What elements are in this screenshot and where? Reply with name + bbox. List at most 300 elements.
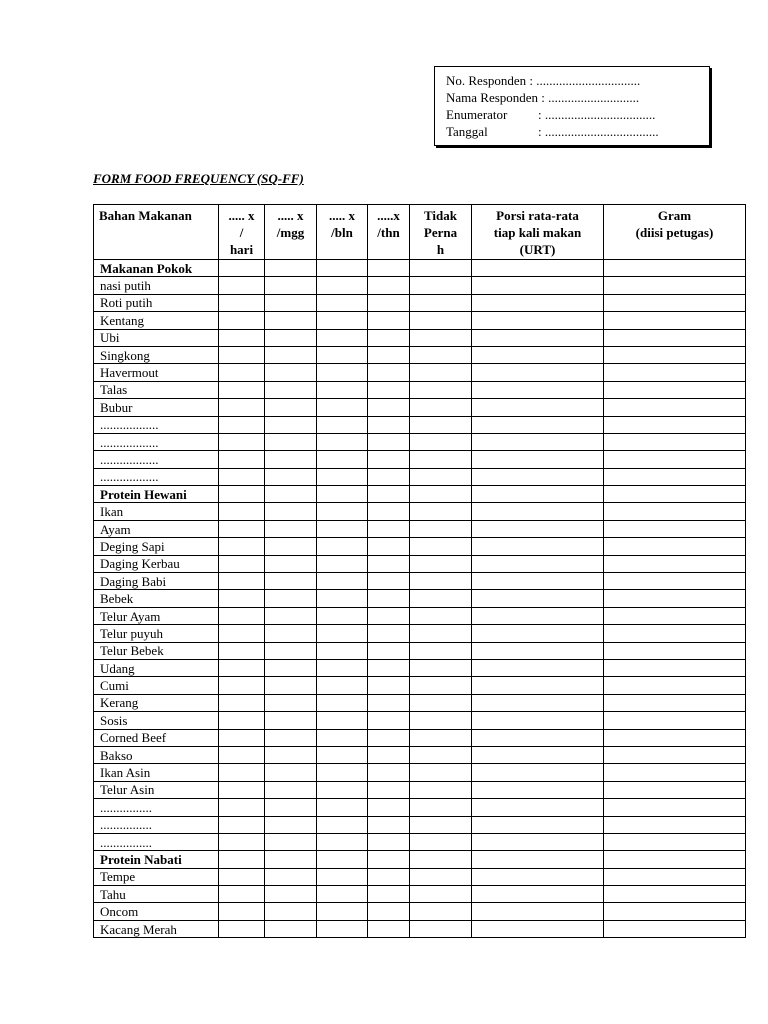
porsi-urt-cell[interactable] — [472, 851, 604, 868]
per-tahun-cell[interactable] — [368, 451, 410, 468]
gram-cell[interactable] — [604, 486, 746, 503]
per-bulan-cell[interactable] — [317, 903, 368, 920]
per-tahun-cell[interactable] — [368, 590, 410, 607]
per-tahun-cell[interactable] — [368, 486, 410, 503]
per-minggu-cell[interactable] — [265, 781, 317, 798]
tidak-pernah-cell[interactable] — [410, 346, 472, 363]
section-label: Protein Hewani — [94, 486, 219, 503]
per-tahun-cell[interactable] — [368, 503, 410, 520]
per-minggu-cell[interactable] — [265, 746, 317, 763]
per-tahun-cell[interactable] — [368, 886, 410, 903]
per-bulan-cell[interactable] — [317, 416, 368, 433]
gram-cell[interactable] — [604, 764, 746, 781]
porsi-urt-cell[interactable] — [472, 468, 604, 485]
per-bulan-cell[interactable] — [317, 294, 368, 311]
per-bulan-cell[interactable] — [317, 451, 368, 468]
table-row — [94, 607, 746, 624]
tidak-pernah-cell[interactable] — [410, 816, 472, 833]
gram-cell[interactable] — [604, 294, 746, 311]
per-tahun-cell[interactable] — [368, 851, 410, 868]
per-minggu-cell[interactable] — [265, 416, 317, 433]
per-minggu-cell[interactable] — [265, 538, 317, 555]
per-bulan-cell[interactable] — [317, 868, 368, 885]
tidak-pernah-cell[interactable] — [410, 260, 472, 277]
porsi-urt-cell[interactable] — [472, 764, 604, 781]
tidak-pernah-cell[interactable] — [410, 642, 472, 659]
per-hari-cell[interactable] — [219, 677, 265, 694]
tidak-pernah-cell[interactable] — [410, 520, 472, 537]
gram-cell[interactable] — [604, 816, 746, 833]
per-tahun-cell[interactable] — [368, 642, 410, 659]
gram-cell[interactable] — [604, 364, 746, 381]
per-tahun-cell[interactable] — [368, 329, 410, 346]
tidak-pernah-cell[interactable] — [410, 659, 472, 676]
porsi-urt-cell[interactable] — [472, 746, 604, 763]
per-minggu-cell[interactable] — [265, 294, 317, 311]
per-tahun-cell[interactable] — [368, 381, 410, 398]
per-minggu-cell[interactable] — [265, 346, 317, 363]
porsi-urt-cell[interactable] — [472, 277, 604, 294]
per-hari-cell[interactable] — [219, 712, 265, 729]
tidak-pernah-cell[interactable] — [410, 329, 472, 346]
per-tahun-cell[interactable] — [368, 312, 410, 329]
per-hari-cell[interactable] — [219, 555, 265, 572]
per-tahun-cell[interactable] — [368, 346, 410, 363]
food-item-label: Ubi — [94, 329, 219, 346]
per-hari-cell[interactable] — [219, 538, 265, 555]
tidak-pernah-cell[interactable] — [410, 903, 472, 920]
food-item-label: .................. — [94, 416, 219, 433]
per-hari-cell[interactable] — [219, 260, 265, 277]
per-bulan-cell[interactable] — [317, 555, 368, 572]
per-hari-cell[interactable] — [219, 433, 265, 450]
porsi-urt-cell[interactable] — [472, 433, 604, 450]
tidak-pernah-cell[interactable] — [410, 399, 472, 416]
tidak-pernah-cell[interactable] — [410, 712, 472, 729]
gram-cell[interactable] — [604, 555, 746, 572]
per-hari-cell[interactable] — [219, 729, 265, 746]
per-tahun-cell[interactable] — [368, 920, 410, 937]
per-minggu-cell[interactable] — [265, 712, 317, 729]
porsi-urt-cell[interactable] — [472, 642, 604, 659]
per-tahun-cell[interactable] — [368, 520, 410, 537]
gram-cell[interactable] — [604, 886, 746, 903]
per-hari-cell[interactable] — [219, 694, 265, 711]
gram-cell[interactable] — [604, 260, 746, 277]
per-bulan-cell[interactable] — [317, 781, 368, 798]
per-hari-cell[interactable] — [219, 903, 265, 920]
per-bulan-cell[interactable] — [317, 920, 368, 937]
section-row — [94, 486, 746, 503]
per-tahun-cell[interactable] — [368, 399, 410, 416]
per-minggu-cell[interactable] — [265, 364, 317, 381]
per-bulan-cell[interactable] — [317, 833, 368, 850]
gram-cell[interactable] — [604, 677, 746, 694]
porsi-urt-cell[interactable] — [472, 555, 604, 572]
per-tahun-cell[interactable] — [368, 433, 410, 450]
per-minggu-cell[interactable] — [265, 659, 317, 676]
per-hari-cell[interactable] — [219, 886, 265, 903]
food-item-label: Cumi — [94, 677, 219, 694]
per-hari-cell[interactable] — [219, 346, 265, 363]
porsi-urt-cell[interactable] — [472, 625, 604, 642]
table-row — [94, 538, 746, 555]
gram-cell[interactable] — [604, 868, 746, 885]
per-bulan-cell[interactable] — [317, 364, 368, 381]
per-minggu-cell[interactable] — [265, 260, 317, 277]
per-bulan-cell[interactable] — [317, 886, 368, 903]
per-minggu-cell[interactable] — [265, 329, 317, 346]
per-hari-cell[interactable] — [219, 573, 265, 590]
per-hari-cell[interactable] — [219, 851, 265, 868]
per-hari-cell[interactable] — [219, 451, 265, 468]
tidak-pernah-cell[interactable] — [410, 868, 472, 885]
per-tahun-cell[interactable] — [368, 607, 410, 624]
per-bulan-cell[interactable] — [317, 486, 368, 503]
per-hari-cell[interactable] — [219, 329, 265, 346]
per-minggu-cell[interactable] — [265, 920, 317, 937]
per-minggu-cell[interactable] — [265, 555, 317, 572]
gram-cell[interactable] — [604, 746, 746, 763]
food-item-label: Daging Babi — [94, 573, 219, 590]
per-minggu-cell[interactable] — [265, 277, 317, 294]
tidak-pernah-cell[interactable] — [410, 433, 472, 450]
porsi-urt-cell[interactable] — [472, 694, 604, 711]
per-tahun-cell[interactable] — [368, 364, 410, 381]
per-minggu-cell[interactable] — [265, 833, 317, 850]
gram-cell[interactable] — [604, 799, 746, 816]
tidak-pernah-cell[interactable] — [410, 381, 472, 398]
per-minggu-cell[interactable] — [265, 625, 317, 642]
gram-cell[interactable] — [604, 590, 746, 607]
tanggal-label: Tanggal — [446, 124, 488, 139]
per-minggu-cell[interactable] — [265, 399, 317, 416]
tidak-pernah-cell[interactable] — [410, 886, 472, 903]
porsi-urt-cell[interactable] — [472, 260, 604, 277]
per-hari-cell[interactable] — [219, 399, 265, 416]
per-bulan-cell[interactable] — [317, 399, 368, 416]
per-tahun-cell[interactable] — [368, 573, 410, 590]
gram-cell[interactable] — [604, 312, 746, 329]
per-hari-cell[interactable] — [219, 381, 265, 398]
per-bulan-cell[interactable] — [317, 503, 368, 520]
gram-cell[interactable] — [604, 903, 746, 920]
porsi-urt-cell[interactable] — [472, 520, 604, 537]
tidak-pernah-cell[interactable] — [410, 294, 472, 311]
tidak-pernah-cell[interactable] — [410, 503, 472, 520]
porsi-urt-cell[interactable] — [472, 399, 604, 416]
gram-cell[interactable] — [604, 607, 746, 624]
gram-cell[interactable] — [604, 642, 746, 659]
per-minggu-cell[interactable] — [265, 503, 317, 520]
per-bulan-cell[interactable] — [317, 312, 368, 329]
per-bulan-cell[interactable] — [317, 573, 368, 590]
per-minggu-cell[interactable] — [265, 677, 317, 694]
header-per-hari — [219, 205, 265, 260]
tidak-pernah-cell[interactable] — [410, 555, 472, 572]
gram-cell[interactable] — [604, 781, 746, 798]
porsi-urt-cell[interactable] — [472, 486, 604, 503]
gram-cell[interactable] — [604, 433, 746, 450]
per-tahun-cell[interactable] — [368, 764, 410, 781]
per-tahun-cell[interactable] — [368, 294, 410, 311]
per-hari-cell[interactable] — [219, 590, 265, 607]
per-minggu-cell[interactable] — [265, 520, 317, 537]
gram-cell[interactable] — [604, 381, 746, 398]
per-bulan-cell[interactable] — [317, 520, 368, 537]
per-hari-cell[interactable] — [219, 364, 265, 381]
per-hari-cell[interactable] — [219, 312, 265, 329]
tidak-pernah-cell[interactable] — [410, 538, 472, 555]
porsi-urt-cell[interactable] — [472, 416, 604, 433]
tidak-pernah-cell[interactable] — [410, 799, 472, 816]
per-hari-cell[interactable] — [219, 868, 265, 885]
per-tahun-cell[interactable] — [368, 677, 410, 694]
per-hari-cell[interactable] — [219, 625, 265, 642]
per-bulan-cell[interactable] — [317, 625, 368, 642]
tidak-pernah-cell[interactable] — [410, 451, 472, 468]
porsi-urt-cell[interactable] — [472, 816, 604, 833]
porsi-urt-cell[interactable] — [472, 381, 604, 398]
tidak-pernah-cell[interactable] — [410, 486, 472, 503]
per-hari-cell[interactable] — [219, 520, 265, 537]
per-bulan-cell[interactable] — [317, 799, 368, 816]
per-minggu-cell[interactable] — [265, 486, 317, 503]
per-bulan-cell[interactable] — [317, 659, 368, 676]
tidak-pernah-cell[interactable] — [410, 729, 472, 746]
per-bulan-cell[interactable] — [317, 277, 368, 294]
per-bulan-cell[interactable] — [317, 590, 368, 607]
per-minggu-cell[interactable] — [265, 642, 317, 659]
per-minggu-cell[interactable] — [265, 607, 317, 624]
per-hari-cell[interactable] — [219, 781, 265, 798]
table-row — [94, 346, 746, 363]
porsi-urt-cell[interactable] — [472, 799, 604, 816]
per-minggu-cell[interactable] — [265, 573, 317, 590]
gram-cell[interactable] — [604, 851, 746, 868]
per-bulan-cell[interactable] — [317, 607, 368, 624]
per-minggu-cell[interactable] — [265, 451, 317, 468]
per-tahun-cell[interactable] — [368, 277, 410, 294]
gram-cell[interactable] — [604, 329, 746, 346]
table-row — [94, 781, 746, 798]
porsi-urt-cell[interactable] — [472, 312, 604, 329]
gram-cell[interactable] — [604, 920, 746, 937]
per-tahun-cell[interactable] — [368, 903, 410, 920]
gram-cell[interactable] — [604, 833, 746, 850]
per-tahun-cell[interactable] — [368, 694, 410, 711]
per-minggu-cell[interactable] — [265, 868, 317, 885]
per-minggu-cell[interactable] — [265, 851, 317, 868]
per-hari-cell[interactable] — [219, 799, 265, 816]
gram-cell[interactable] — [604, 694, 746, 711]
tidak-pernah-cell[interactable] — [410, 677, 472, 694]
porsi-urt-cell[interactable] — [472, 659, 604, 676]
gram-cell[interactable] — [604, 503, 746, 520]
food-item-label: ................ — [94, 833, 219, 850]
per-hari-cell[interactable] — [219, 746, 265, 763]
per-bulan-cell[interactable] — [317, 677, 368, 694]
per-tahun-cell[interactable] — [368, 538, 410, 555]
gram-cell[interactable] — [604, 729, 746, 746]
per-minggu-cell[interactable] — [265, 312, 317, 329]
per-hari-cell[interactable] — [219, 764, 265, 781]
header-bahan-makanan: Bahan Makanan — [94, 205, 219, 260]
per-bulan-cell[interactable] — [317, 346, 368, 363]
per-bulan-cell[interactable] — [317, 468, 368, 485]
per-minggu-cell[interactable] — [265, 381, 317, 398]
porsi-urt-cell[interactable] — [472, 903, 604, 920]
porsi-urt-cell[interactable] — [472, 920, 604, 937]
per-bulan-cell[interactable] — [317, 642, 368, 659]
tidak-pernah-cell[interactable] — [410, 920, 472, 937]
per-hari-cell[interactable] — [219, 294, 265, 311]
per-tahun-cell[interactable] — [368, 555, 410, 572]
tidak-pernah-cell[interactable] — [410, 468, 472, 485]
tidak-pernah-cell[interactable] — [410, 746, 472, 763]
per-bulan-cell[interactable] — [317, 712, 368, 729]
header-per-hari-l1: ..... — [228, 208, 245, 223]
porsi-urt-cell[interactable] — [472, 781, 604, 798]
per-hari-cell[interactable] — [219, 277, 265, 294]
food-frequency-table — [93, 204, 746, 938]
porsi-urt-cell[interactable] — [472, 573, 604, 590]
gram-cell[interactable] — [604, 277, 746, 294]
tidak-pernah-cell[interactable] — [410, 781, 472, 798]
porsi-urt-cell[interactable] — [472, 712, 604, 729]
food-item-label: Ikan Asin — [94, 764, 219, 781]
per-tahun-cell[interactable] — [368, 868, 410, 885]
per-tahun-cell[interactable] — [368, 712, 410, 729]
per-tahun-cell[interactable] — [368, 816, 410, 833]
tidak-pernah-cell[interactable] — [410, 625, 472, 642]
header-per-minggu-l1: ..... — [277, 208, 294, 223]
per-bulan-cell[interactable] — [317, 538, 368, 555]
tanggal-dots: : ................................... — [538, 124, 659, 139]
per-tahun-cell[interactable] — [368, 416, 410, 433]
per-tahun-cell[interactable] — [368, 799, 410, 816]
per-tahun-cell[interactable] — [368, 729, 410, 746]
per-bulan-cell[interactable] — [317, 816, 368, 833]
tidak-pernah-cell[interactable] — [410, 573, 472, 590]
gram-cell[interactable] — [604, 346, 746, 363]
per-bulan-cell[interactable] — [317, 329, 368, 346]
porsi-urt-cell[interactable] — [472, 833, 604, 850]
per-tahun-cell[interactable] — [368, 625, 410, 642]
per-bulan-cell[interactable] — [317, 746, 368, 763]
per-tahun-cell[interactable] — [368, 468, 410, 485]
per-hari-cell[interactable] — [219, 468, 265, 485]
table-row — [94, 764, 746, 781]
tidak-pernah-cell[interactable] — [410, 833, 472, 850]
per-hari-cell[interactable] — [219, 659, 265, 676]
gram-cell[interactable] — [604, 399, 746, 416]
per-hari-cell[interactable] — [219, 503, 265, 520]
porsi-urt-cell[interactable] — [472, 886, 604, 903]
table-row — [94, 468, 746, 485]
per-hari-cell[interactable] — [219, 607, 265, 624]
gram-cell[interactable] — [604, 416, 746, 433]
per-minggu-cell[interactable] — [265, 903, 317, 920]
tidak-pernah-cell[interactable] — [410, 607, 472, 624]
per-minggu-cell[interactable] — [265, 729, 317, 746]
per-hari-cell[interactable] — [219, 816, 265, 833]
per-bulan-cell[interactable] — [317, 851, 368, 868]
porsi-urt-cell[interactable] — [472, 364, 604, 381]
table-row — [94, 451, 746, 468]
tidak-pernah-cell[interactable] — [410, 416, 472, 433]
tidak-pernah-cell[interactable] — [410, 277, 472, 294]
per-bulan-cell[interactable] — [317, 260, 368, 277]
gram-cell[interactable] — [604, 468, 746, 485]
per-minggu-cell[interactable] — [265, 433, 317, 450]
porsi-urt-cell[interactable] — [472, 607, 604, 624]
per-minggu-cell[interactable] — [265, 764, 317, 781]
gram-cell[interactable] — [604, 625, 746, 642]
tidak-pernah-cell[interactable] — [410, 590, 472, 607]
gram-cell[interactable] — [604, 520, 746, 537]
per-tahun-cell[interactable] — [368, 260, 410, 277]
gram-cell[interactable] — [604, 538, 746, 555]
gram-cell[interactable] — [604, 712, 746, 729]
porsi-urt-cell[interactable] — [472, 729, 604, 746]
per-hari-cell[interactable] — [219, 642, 265, 659]
tidak-pernah-cell[interactable] — [410, 694, 472, 711]
per-tahun-cell[interactable] — [368, 746, 410, 763]
per-bulan-cell[interactable] — [317, 433, 368, 450]
per-hari-cell[interactable] — [219, 833, 265, 850]
per-hari-cell[interactable] — [219, 920, 265, 937]
per-bulan-cell[interactable] — [317, 729, 368, 746]
gram-cell[interactable] — [604, 451, 746, 468]
per-hari-cell[interactable] — [219, 416, 265, 433]
gram-cell[interactable] — [604, 659, 746, 676]
per-minggu-cell[interactable] — [265, 590, 317, 607]
porsi-urt-cell[interactable] — [472, 868, 604, 885]
tidak-pernah-cell[interactable] — [410, 364, 472, 381]
per-minggu-cell[interactable] — [265, 886, 317, 903]
per-minggu-cell[interactable] — [265, 799, 317, 816]
per-tahun-cell[interactable] — [368, 781, 410, 798]
porsi-urt-cell[interactable] — [472, 590, 604, 607]
food-item-label: Corned Beef — [94, 729, 219, 746]
per-bulan-cell[interactable] — [317, 694, 368, 711]
porsi-urt-cell[interactable] — [472, 346, 604, 363]
porsi-urt-cell[interactable] — [472, 677, 604, 694]
food-item-label: Singkong — [94, 346, 219, 363]
per-bulan-cell[interactable] — [317, 764, 368, 781]
per-tahun-cell[interactable] — [368, 659, 410, 676]
per-bulan-cell[interactable] — [317, 381, 368, 398]
porsi-urt-cell[interactable] — [472, 451, 604, 468]
tidak-pernah-cell[interactable] — [410, 851, 472, 868]
header-gram-l1: Gram — [657, 208, 692, 223]
per-tahun-cell[interactable] — [368, 833, 410, 850]
gram-cell[interactable] — [604, 573, 746, 590]
porsi-urt-cell[interactable] — [472, 503, 604, 520]
porsi-urt-cell[interactable] — [472, 538, 604, 555]
header-per-minggu-l2: /mgg — [276, 225, 305, 240]
tidak-pernah-cell[interactable] — [410, 312, 472, 329]
porsi-urt-cell[interactable] — [472, 329, 604, 346]
per-hari-cell[interactable] — [219, 486, 265, 503]
per-minggu-cell[interactable] — [265, 816, 317, 833]
table-row — [94, 659, 746, 676]
per-minggu-cell[interactable] — [265, 468, 317, 485]
porsi-urt-cell[interactable] — [472, 294, 604, 311]
tidak-pernah-cell[interactable] — [410, 764, 472, 781]
per-minggu-cell[interactable] — [265, 694, 317, 711]
